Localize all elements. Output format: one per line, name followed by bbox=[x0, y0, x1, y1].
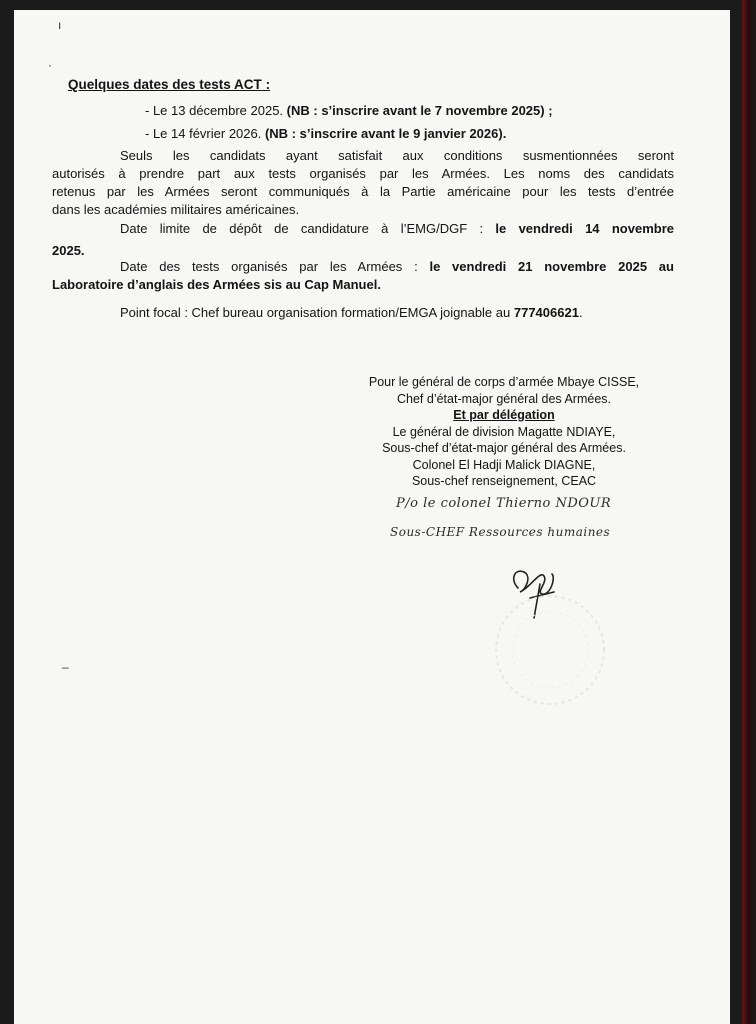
scan-edge bbox=[742, 0, 756, 1024]
test-date-item: - Le 13 décembre 2025. (NB : s’inscrire avant le 7 novembre 2025) ; bbox=[145, 103, 553, 118]
faint-stamp bbox=[490, 590, 610, 710]
scan-mark: ı bbox=[58, 18, 62, 32]
signature-line: Colonel El Hadji Malick DIAGNE, bbox=[412, 457, 596, 472]
signature-line: Pour le général de corps d’armée Mbaye CISSE, bbox=[368, 375, 640, 389]
test-date-paragraph: Date des tests organisés par les Armées : le vendredi 21 novembre 2025 au Laboratoire d’anglais des Armées sis au Cap Manuel. bbox=[52, 259, 674, 292]
conditions-paragraph: Seuls les candidats ayant satisfait aux conditions susmentionnées seront autorisés à prendre part aux tests organisés par les Armées. Les noms des candidats retenus par les Armées seront communiqués à la Partie américaine pour les tests d’entrée dans les académies militaires américaines. bbox=[52, 148, 674, 217]
signature-line: Chef d’état-major général des Armées. bbox=[397, 391, 611, 406]
scan-mark: – bbox=[62, 660, 69, 674]
document-page bbox=[14, 10, 730, 1024]
delegation-label: Et par délégation bbox=[453, 408, 555, 422]
signature-block bbox=[344, 374, 664, 490]
handwritten-line: Sous-CHEF Ressources humaines bbox=[390, 525, 611, 539]
signature-line: Le général de division Magatte NDIAYE, bbox=[392, 424, 616, 439]
focal-point-line: Point focal : Chef bureau organisation formation/EMGA joignable au 777406621. bbox=[120, 305, 583, 320]
signature-line: Sous-chef renseignement, CEAC bbox=[411, 474, 597, 488]
scan-mark: · bbox=[48, 58, 52, 72]
deadline-paragraph: Date limite de dépôt de candidature à l’EMG/DGF : le vendredi 14 novembre 2025. bbox=[52, 221, 674, 258]
signature-line: Sous-chef d’état-major général des Armées. bbox=[382, 441, 626, 455]
section-heading: Quelques dates des tests ACT : bbox=[68, 77, 271, 92]
handwritten-line: P/o le colonel Thierno NDOUR bbox=[396, 496, 612, 511]
test-date-item: - Le 14 février 2026. (NB : s’inscrire avant le 9 janvier 2026). bbox=[145, 126, 507, 141]
